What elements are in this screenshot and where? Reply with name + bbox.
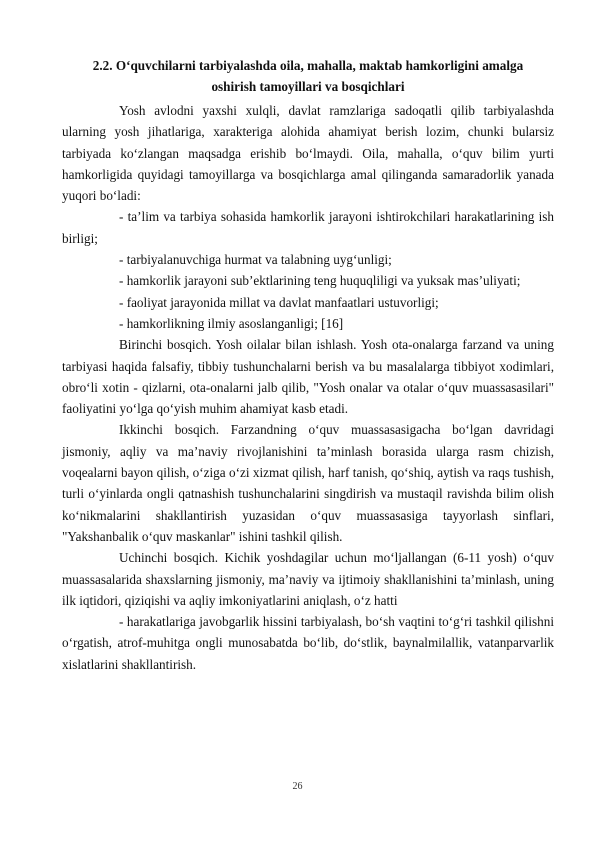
paragraph-stage-3: Uchinchi bosqich. Kichik yoshdagilar uchun mo‘ljallangan (6-11 yosh) o‘quv muassasalarida shaxslarning jismoniy, ma’naviy va ijtimoiy shakllanishini ta’minlash, uning ilk iqtidori, qiziqishi va aqliy imkoniyatlarini aniqlash, o‘z hatti <box>62 550 554 608</box>
paragraph-continuation: - harakatlariga javobgarlik hissini tarbiyalash, bo‘sh vaqtini to‘g‘ri tashkil qilishni o‘rgatish, atrof-muhitga ongli munosabatda bo‘lib, do‘stlik, baynalmilallik, vatanparvarlik xislatlarini shakllantirish. <box>62 614 554 672</box>
page-number: 26 <box>292 781 303 792</box>
section-heading <box>62 55 554 97</box>
list-item: - hamkorlik jarayoni sub’ektlarining teng huquqliligi va yuksak mas’uliyati; <box>119 273 521 289</box>
heading-line-1: 2.2. O‘quvchilarni tarbiyalashda oila, mahalla, maktab hamkorligini amalga <box>92 58 524 73</box>
list-item: - hamkorlikning ilmiy asoslanganligi; [16] <box>119 315 344 331</box>
body-text <box>62 100 554 675</box>
heading-line-2: oshirish tamoyillari va bosqichlari <box>211 79 405 94</box>
paragraph-intro: Yosh avlodni yaxshi xulqli, davlat ramzlariga sadoqatli qilib tarbiyalashda ularning yosh jihatlariga, xarakteriga alohida ahamiyat berish lozim, chunki bularsiz tarbiyada ko‘zlangan maqsadga erishib bo‘lmaydi. Oila, mahalla, o‘quv bilim yurti hamkorligida quyidagi tamoyillarga va bosqichlarga amal qilinganda samaradorlik yanada yuqori bo‘ladi: <box>62 103 554 204</box>
list-item: - tarbiyalanuvchiga hurmat va talabning uyg‘unligi; <box>119 252 392 268</box>
list-item: - faoliyat jarayonida millat va davlat manfaatlari ustuvorligi; <box>119 294 439 310</box>
paragraph-stage-1: Birinchi bosqich. Yosh oilalar bilan ishlash. Yosh ota-onalarga farzand va uning tarbiyasi haqida falsafiy, tibbiy tushunchalarni berish va bu masalalarga tibbiyot xodimlari, obro‘li xotin - qizlarni, ota-onalarni jalb qilib, "Yosh onalar va otalar o‘quv muassasasilari" faoliyatini yo‘lga qo‘yish muhim ahamiyat kasb etadi. <box>62 337 554 417</box>
paragraph-stage-2: Ikkinchi bosqich. Farzandning o‘quv muassasasigacha bo‘lgan davridagi jismoniy, aqliy va ma’naviy rivojlanishini ta’minlash borasida ularga rasm chizish, voqealarni bayon qilish, o‘ziga o‘zi xizmat qilish, harf tanish, qo‘shiq, aytish va raqs tushish, turli o‘yinlarda ongli qatnashish tushunchalarini singdirish va mustaqil ravishda bilim olish ko‘nikmalarini shakllantirish yuzasidan o‘quv muassasasiga tayyorlash sinflari, "Yakshanbalik o‘quv maskanlar" ishini tashkil qilish. <box>62 422 554 544</box>
list-item: - ta’lim va tarbiya sohasida hamkorlik jarayoni ishtirokchilari harakatlarining ish birligi; <box>62 209 554 246</box>
